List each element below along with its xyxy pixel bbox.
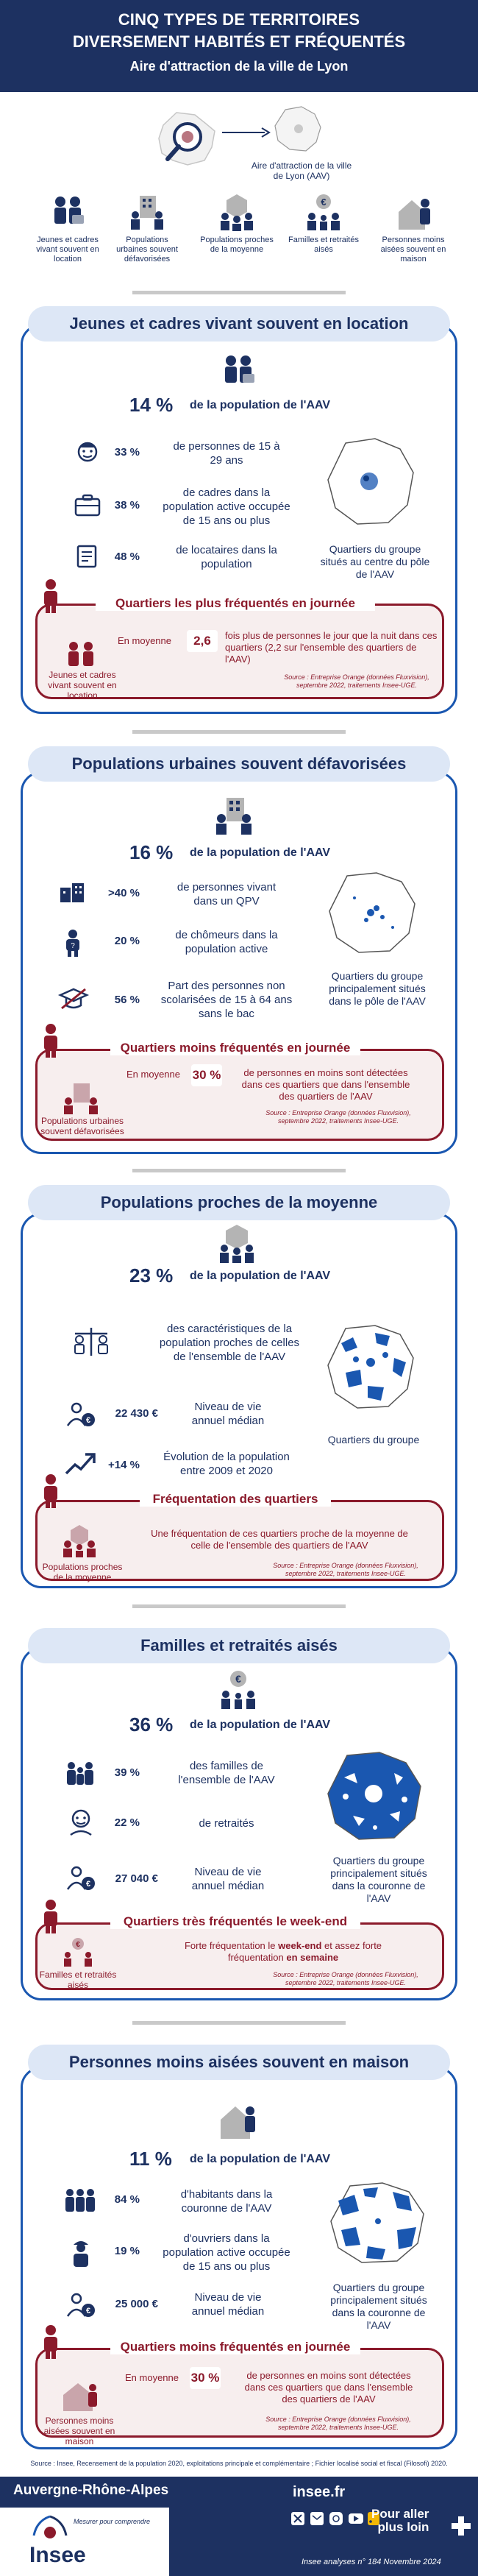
- stat-text-4-2: de retraités: [199, 1817, 254, 1830]
- note-caption-4: Familles et retraités aisés: [39, 1970, 117, 1990]
- stat-value-3-3: +14 %: [108, 1459, 140, 1471]
- social-icons: [291, 2512, 379, 2525]
- section-title-4: Familles et retraités aisés: [28, 1628, 450, 1663]
- stat-text-1-2: de cadres dans la population active occupée de 15 ans ou plus: [163, 486, 290, 527]
- france-map-icon: [154, 109, 221, 168]
- insee-logo-box: [0, 2508, 169, 2576]
- stat-value-5-1: 84 %: [114, 2193, 140, 2206]
- intro-item-maison: [377, 193, 450, 264]
- svg-text:?: ?: [71, 942, 75, 950]
- footer-bar: [0, 2477, 478, 2576]
- stat-value-1-3: 48 %: [114, 551, 140, 563]
- note-caption-2: Populations urbaines souvent défavorisées: [40, 1116, 124, 1136]
- section-share-5: 11 %: [129, 2148, 172, 2170]
- briefcase-people-icon: [47, 193, 88, 231]
- stat-text-3-2: Niveau de vie annuel médian: [191, 1401, 265, 1427]
- cube-people-icon: [215, 1223, 259, 1264]
- note-text-4b: week-end: [278, 1940, 322, 1951]
- slogan-line-1: Pour aller: [371, 2507, 429, 2521]
- map-section-4: [324, 1748, 427, 1844]
- stat-value-3-2: 22 430 €: [115, 1407, 158, 1420]
- city-people-icon: [126, 193, 168, 231]
- person-pin-icon: [40, 1023, 62, 1058]
- section-share-label-4: de la population de l'AAV: [190, 1719, 331, 1731]
- note-source-5: Source : Entreprise Orange (données Fluxvision), septembre 2022, traitements Insee-UGE.: [265, 2416, 411, 2431]
- svg-text:€: €: [85, 2307, 91, 2315]
- note-title-4: Quartiers très fréquentés le week-end: [110, 1914, 360, 1929]
- note-text-1: fois plus de personnes le jour que la nuit dans ces quartiers (2,2 sur l'ensemble des quartiers de l'AAV): [225, 630, 438, 665]
- map-caption-4: Quartiers du groupe principalement situés dans la couronne de l'AAV: [330, 1855, 427, 1904]
- section-title-3: Populations proches de la moyenne: [28, 1185, 450, 1220]
- note-text-4: [184, 1940, 382, 1964]
- family-euro-icon: [303, 193, 344, 231]
- person-pin-icon: [40, 1473, 62, 1509]
- city-people-icon: [59, 1082, 103, 1114]
- stat-text-2-1: de personnes vivant dans un QPV: [176, 881, 277, 907]
- section-share-1: 14 %: [129, 394, 174, 416]
- note-text-5: de personnes en moins sont détectées dans ces quartiers que dans l'ensemble des quartiers de l'AAV: [244, 2370, 413, 2405]
- footer-source: Source : Insee, Recensement de la population 2020, exploitations principale et complémentaire ; Fichier localisé social et fiscal (Filosofi) 2020.: [30, 2460, 448, 2467]
- house-person-icon: [393, 193, 434, 231]
- family-euro-icon: [216, 1669, 260, 1710]
- slogan-line-2: plus loin: [377, 2520, 429, 2534]
- stat-value-5-2: 19 %: [114, 2245, 140, 2257]
- svg-text:€: €: [321, 197, 327, 208]
- map-section-2: [325, 868, 421, 957]
- svg-text:€: €: [76, 1941, 80, 1949]
- aav-outline-map: [272, 105, 324, 154]
- map-section-3: [324, 1321, 419, 1413]
- family-euro-icon: [60, 1937, 96, 1967]
- house-person-icon: [59, 2379, 100, 2411]
- note-caption-3: Populations proches de la moyenne: [42, 1562, 123, 1582]
- note-number-1: 2,6: [187, 630, 218, 652]
- x-icon[interactable]: [291, 2512, 304, 2525]
- map-caption-3: Quartiers du groupe: [327, 1434, 420, 1446]
- note-text-4a: Forte fréquentation le: [184, 1940, 279, 1951]
- slogan: [371, 2508, 429, 2534]
- intro-label-2: Populations urbaines souvent défavorisées: [116, 236, 178, 263]
- briefcase-people-icon: [218, 352, 259, 390]
- svg-text:€: €: [235, 1673, 241, 1685]
- map-caption-1: Quartiers du groupe situés au centre du pôle de l'AAV: [320, 543, 430, 580]
- aav-caption: Aire d'attraction de la ville de Lyon (AAV): [251, 160, 352, 181]
- map-section-1: [324, 434, 419, 530]
- header-banner: [0, 0, 478, 92]
- note-text-4d: en semaine: [286, 1952, 339, 1963]
- city-people-icon: [212, 795, 256, 836]
- note-title-1: Quartiers les plus fréquentés en journée: [96, 596, 375, 611]
- stat-text-5-2: d'ouvriers dans la population active occupée de 15 ans ou plus: [163, 2232, 290, 2273]
- insee-logo-icon: [29, 2513, 71, 2543]
- stat-value-4-3: 27 040 €: [115, 1872, 158, 1885]
- section-share-label-5: de la population de l'AAV: [190, 2153, 331, 2165]
- stat-value-4-2: 22 %: [114, 1816, 140, 1829]
- section-share-3: 23 %: [129, 1264, 174, 1287]
- stat-text-2-2: de chômeurs dans la population active: [175, 929, 278, 955]
- stat-value-5-3: 25 000 €: [115, 2298, 158, 2310]
- note-prefix-1: En moyenne: [118, 635, 171, 646]
- stat-value-2-3: 56 %: [114, 994, 140, 1006]
- note-text-4c: et assez forte fréquentation: [227, 1940, 382, 1963]
- intro-item-familles: [287, 193, 360, 255]
- section-share-label-2: de la population de l'AAV: [190, 846, 331, 859]
- person-pin-icon: [40, 1899, 62, 1934]
- publication-reference: Insee analyses n° 184 Novembre 2024: [302, 2558, 441, 2566]
- stat-text-4-3: Niveau de vie annuel médian: [191, 1866, 265, 1892]
- divider-3: [132, 1169, 346, 1172]
- stat-text-5-1: d'habitants dans la couronne de l'AAV: [180, 2188, 273, 2215]
- person-pin-icon: [40, 578, 62, 614]
- note-caption-5: Personnes moins aisées souvent en maison: [43, 2416, 115, 2446]
- email-icon[interactable]: [310, 2512, 324, 2525]
- divider-4: [132, 1604, 346, 1608]
- instagram-icon[interactable]: [329, 2512, 343, 2525]
- subtitle: Aire d'attraction de la ville de Lyon: [129, 59, 349, 74]
- note-source-3: Source : Entreprise Orange (données Fluxvision), septembre 2022, traitements Insee-UGE.: [273, 1562, 418, 1577]
- note-text-3: Une fréquentation de ces quartiers proche de la moyenne de celle de l'ensemble des quartiers de l'AAV: [151, 1528, 408, 1551]
- insee-tagline: Mesurer pour comprendre: [74, 2518, 151, 2525]
- note-prefix-5: En moyenne: [125, 2372, 179, 2383]
- stat-text-1-3: de locataires dans la population: [176, 544, 277, 570]
- intro-label-4: Familles et retraités aisés: [288, 236, 359, 254]
- intro-label-5: Personnes moins aisées souvent en maison: [380, 236, 446, 263]
- note-title-3: Fréquentation des quartiers: [140, 1492, 331, 1507]
- no-graduation-cap-icon: [57, 986, 90, 1011]
- cube-people-icon: [216, 193, 257, 231]
- divider-2: [132, 730, 346, 734]
- section-share-2: 16 %: [129, 841, 174, 863]
- house-person-icon: [215, 2099, 259, 2140]
- svg-text:€: €: [85, 1880, 91, 1889]
- stat-value-2-2: 20 %: [114, 935, 140, 947]
- note-caption-1: Jeunes et cadres vivant souvent en location: [48, 670, 117, 701]
- intro-label-3: Populations proches de la moyenne: [200, 236, 274, 254]
- insee-logo-text: Insee: [29, 2543, 86, 2567]
- briefcase-people-icon: [59, 640, 103, 670]
- arrow-icon: [221, 125, 272, 140]
- map-caption-2: Quartiers du groupe principalement situés dans le pôle de l'AAV: [329, 970, 426, 1007]
- note-number-5: 30 %: [190, 2367, 221, 2389]
- unemployed-person-icon: [62, 929, 84, 957]
- note-title-5: Quartiers moins fréquentés en journée: [110, 2340, 360, 2354]
- intro-item-urbaines: [110, 193, 184, 264]
- section-share-label-1: de la population de l'AAV: [190, 399, 331, 411]
- section-title-5: Personnes moins aisées souvent en maison: [28, 2045, 450, 2080]
- section-share-4: 36 %: [129, 1713, 174, 1735]
- note-number-2: 30 %: [191, 1064, 222, 1086]
- note-source-1: Source : Entreprise Orange (données Fluxvision), septembre 2022, traitements Insee-UGE.: [284, 673, 429, 689]
- insee-site-link[interactable]: insee.fr: [293, 2484, 346, 2500]
- note-text-2: de personnes en moins sont détectées dans ces quartiers que dans l'ensemble des quartiers de l'AAV: [241, 1067, 410, 1102]
- scale-people-icon: [69, 1325, 113, 1357]
- intro-item-moyenne: [200, 193, 274, 255]
- stat-text-1-1: de personnes de 15 à 29 ans: [173, 440, 280, 467]
- map-section-5: [327, 2179, 429, 2267]
- note-prefix-2: En moyenne: [126, 1069, 180, 1080]
- intro-item-jeunes: [31, 193, 104, 264]
- map-caption-5: Quartiers du groupe principalement situés dans la couronne de l'AAV: [330, 2282, 427, 2331]
- section-share-label-3: de la population de l'AAV: [190, 1270, 331, 1282]
- stat-text-4-1: des familles de l'ensemble de l'AAV: [178, 1760, 275, 1786]
- stat-text-2-3: Part des personnes non scolarisées de 15 à 64 ans sans le bac: [160, 980, 293, 1020]
- note-source-4: Source : Entreprise Orange (données Fluxvision), septembre 2022, traitements Insee-UGE.: [273, 1971, 418, 1986]
- buildings-icon: [59, 882, 87, 904]
- title-line-1: CINQ TYPES DE TERRITOIRES: [118, 10, 360, 29]
- divider-5: [132, 2021, 346, 2025]
- region-name: Auvergne-Rhône-Alpes: [13, 2483, 169, 2498]
- svg-text:€: €: [85, 1416, 91, 1425]
- cube-people-icon: [59, 1524, 100, 1557]
- intro-label-1: Jeunes et cadres vivant souvent en location: [36, 236, 99, 263]
- stat-value-1-1: 33 %: [114, 446, 140, 459]
- note-title-2: Quartiers moins fréquentés en journée: [110, 1041, 360, 1055]
- divider-1: [132, 291, 346, 294]
- stat-value-1-2: 38 %: [114, 499, 140, 512]
- youtube-icon[interactable]: [349, 2513, 363, 2524]
- stat-value-2-1: >40 %: [108, 887, 140, 899]
- stat-text-3-3: Évolution de la population entre 2009 et 2020: [163, 1451, 290, 1477]
- plus-icon: [450, 2515, 472, 2537]
- stat-text-3-1: des caractéristiques de la population proches de celles de l'ensemble de l'AAV: [159, 1323, 300, 1363]
- note-source-2: Source : Entreprise Orange (données Fluxvision), septembre 2022, traitements Insee-UGE.: [265, 1109, 411, 1125]
- stat-text-5-3: Niveau de vie annuel médian: [191, 2291, 265, 2318]
- stat-value-4-1: 39 %: [114, 1766, 140, 1779]
- section-title-1: Jeunes et cadres vivant souvent en location: [28, 306, 450, 342]
- title-line-2: DIVERSEMENT HABITÉS ET FRÉQUENTÉS: [72, 32, 406, 51]
- section-title-2: Populations urbaines souvent défavorisées: [28, 746, 450, 782]
- person-pin-icon: [40, 2324, 62, 2360]
